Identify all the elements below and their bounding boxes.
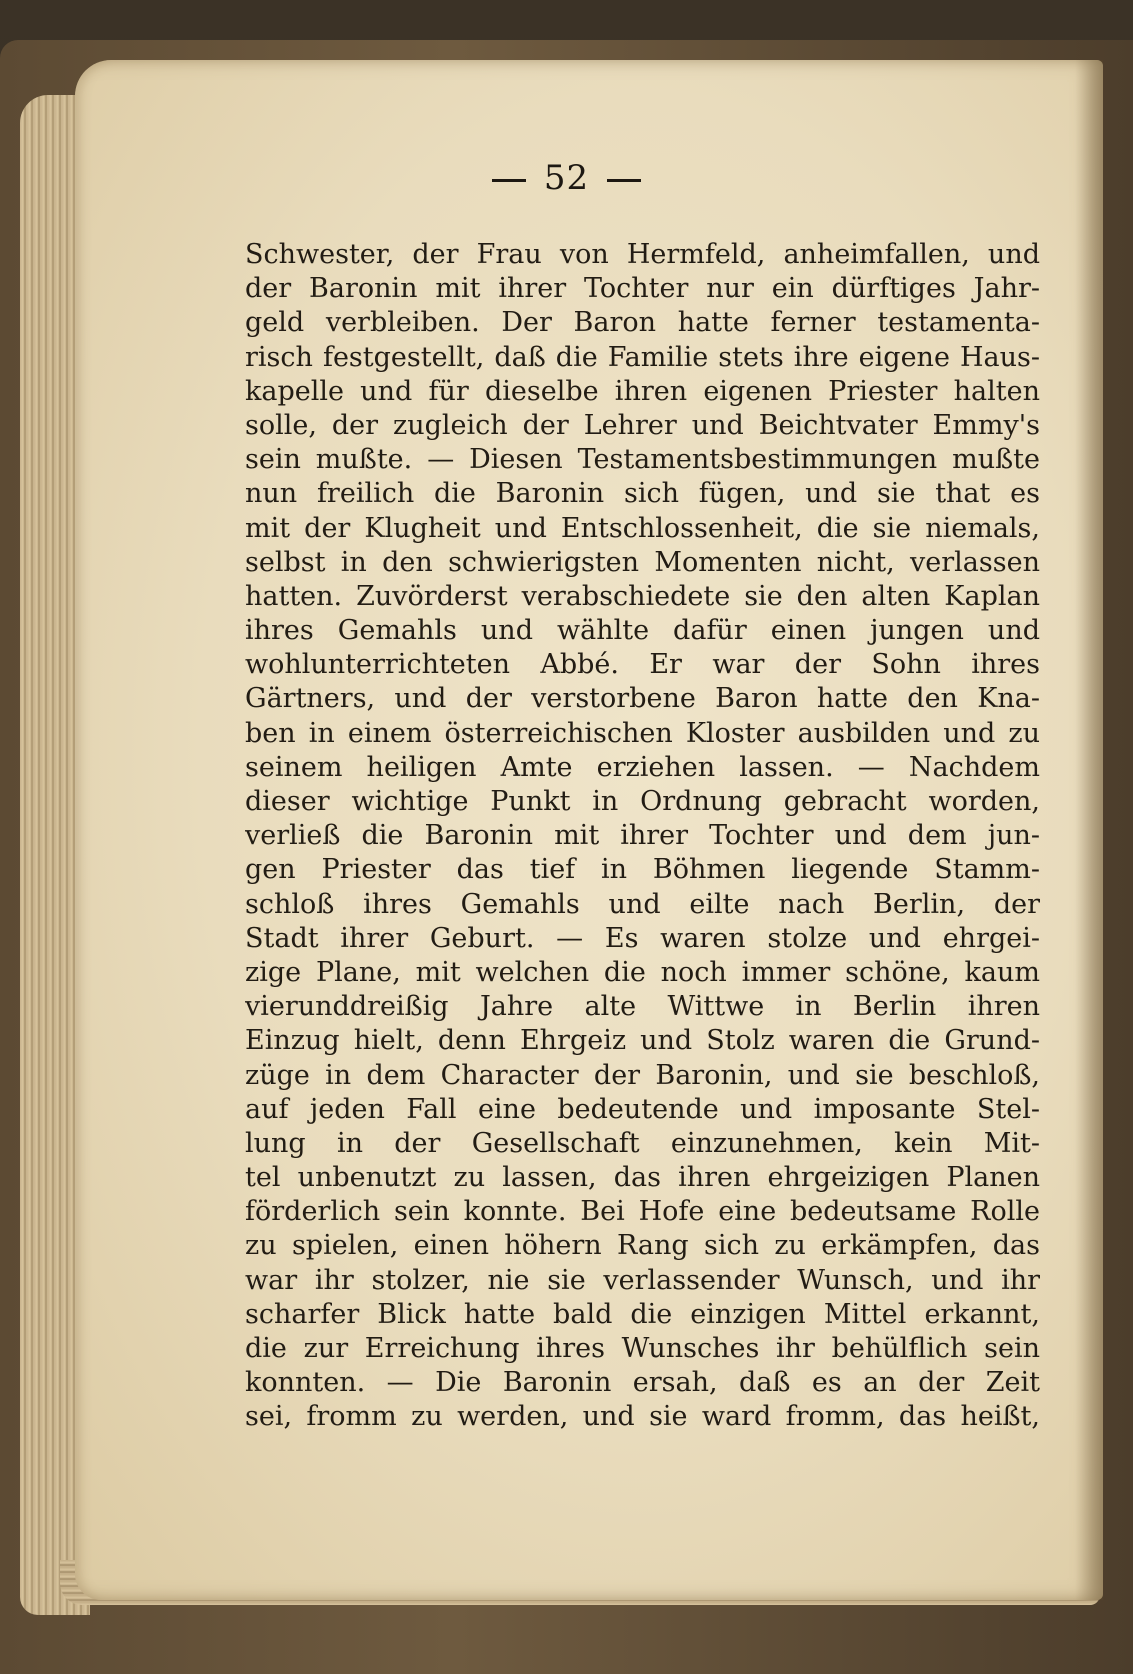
text-line: sei, fromm zu werden, und sie ward fromm, das heißt,	[245, 1401, 1040, 1433]
text-line: Schwester, der Frau von Hermfeld, anheimfallen, und	[245, 239, 1040, 270]
text-line: scharfer Blick hatte bald die einzigen Mittel erkannt,	[245, 1298, 1040, 1330]
body-text	[245, 238, 1040, 1435]
text-line: ben in einem österreichischen Kloster ausbilden und zu	[245, 717, 1040, 749]
text-line: schloß ihres Gemahls und eilte nach Berlin, der	[245, 888, 1040, 920]
text-line: zige Plane, mit welchen die noch immer schöne, kaum	[245, 956, 1040, 988]
text-line: verließ die Baronin mit ihrer Tochter und dem jun-	[245, 820, 1040, 852]
text-line: nun freilich die Baronin sich fügen, und sie that es	[245, 478, 1040, 510]
text-line: Stadt ihrer Geburt. — Es waren stolze und ehrgei-	[245, 922, 1040, 954]
text-line: ihres Gemahls und wählte dafür einen jungen und	[245, 615, 1040, 647]
page-gutter-shadow	[1075, 60, 1103, 1600]
text-line: seinem heiligen Amte erziehen lassen. — Nachdem	[245, 751, 1040, 783]
text-line: selbst in den schwierigsten Momenten nicht, verlassen	[245, 546, 1040, 578]
left-dash	[492, 179, 526, 182]
text-line: kapelle und für dieselbe ihren eigenen Priester halten	[245, 375, 1040, 407]
text-line: wohlunterrichteten Abbé. Er war der Sohn ihres	[245, 649, 1040, 681]
text-line: sein mußte. — Diesen Testamentsbestimmungen mußte	[245, 444, 1040, 476]
text-line: zu spielen, einen höhern Rang sich zu erkämpfen, das	[245, 1230, 1040, 1262]
text-line: der Baronin mit ihrer Tochter nur ein dürftiges Jahr-	[245, 273, 1040, 305]
text-line: Gärtners, und der verstorbene Baron hatte den Kna-	[245, 683, 1040, 715]
text-line: die zur Erreichung ihres Wunsches ihr behülflich sein	[245, 1333, 1040, 1364]
text-line: gen Priester das tief in Böhmen liegende Stamm-	[245, 854, 1040, 886]
text-line: förderlich sein konnte. Bei Hofe eine bedeutsame Rolle	[245, 1196, 1040, 1228]
text-line: hatten. Zuvörderst verabschiedete sie den alten Kaplan	[245, 580, 1040, 612]
page-number-header	[0, 158, 1133, 198]
text-line: züge in dem Character der Baronin, und sie beschloß,	[245, 1059, 1040, 1091]
text-line: mit der Klugheit und Entschlossenheit, die sie niemals,	[245, 512, 1040, 544]
text-line: lung in der Gesellschaft einzunehmen, kein Mit-	[245, 1127, 1040, 1159]
right-dash	[607, 179, 641, 182]
text-line: tel unbenutzt zu lassen, das ihren ehrgeizigen Planen	[245, 1162, 1040, 1194]
text-line: vierunddreißig Jahre alte Wittwe in Berlin ihren	[245, 991, 1040, 1023]
text-line: Einzug hielt, denn Ehrgeiz und Stolz waren die Grund-	[245, 1025, 1040, 1057]
text-line: war ihr stolzer, nie sie verlassender Wunsch, und ihr	[245, 1264, 1040, 1296]
text-line: geld verbleiben. Der Baron hatte ferner testamenta-	[245, 307, 1040, 339]
text-line: dieser wichtige Punkt in Ordnung gebracht worden,	[245, 786, 1040, 817]
page-number: 52	[543, 158, 590, 198]
text-line: konnten. — Die Baronin ersah, daß es an der Zeit	[245, 1367, 1040, 1399]
text-line: solle, der zugleich der Lehrer und Beichtvater Emmy's	[245, 409, 1040, 441]
text-line: auf jeden Fall eine bedeutende und imposante Stel-	[245, 1093, 1040, 1125]
text-line: risch festgestellt, daß die Familie stets ihre eigene Haus-	[245, 341, 1040, 373]
